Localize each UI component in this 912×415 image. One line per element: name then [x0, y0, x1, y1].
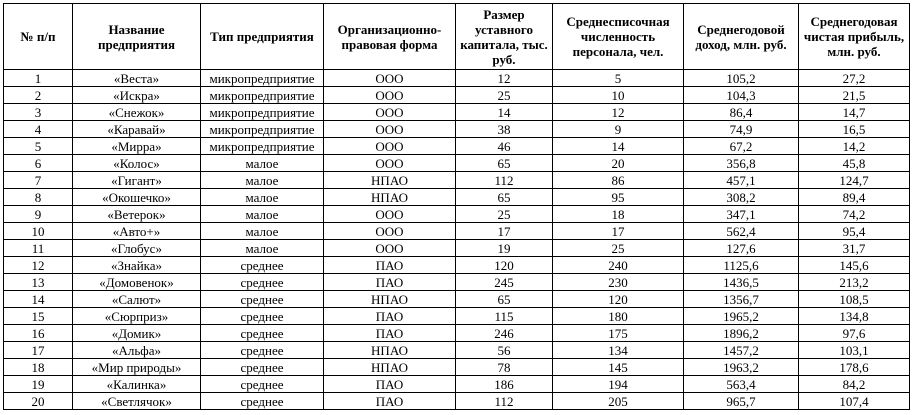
cell-profit: 27,2 — [799, 70, 910, 87]
cell-name: «Глобус» — [73, 240, 201, 257]
cell-income: 1896,2 — [684, 325, 799, 342]
cell-name: «Окошечко» — [73, 189, 201, 206]
cell-legal-form: ООО — [324, 240, 456, 257]
table-row — [4, 393, 910, 410]
cell-profit: 45,8 — [799, 155, 910, 172]
cell-income: 1963,2 — [684, 359, 799, 376]
cell-number: 16 — [4, 325, 73, 342]
cell-staff: 95 — [553, 189, 684, 206]
cell-type: среднее — [201, 393, 324, 410]
cell-staff: 25 — [553, 240, 684, 257]
column-header-type: Тип предприятия — [201, 4, 324, 70]
cell-profit: 14,7 — [799, 104, 910, 121]
cell-legal-form: ПАО — [324, 274, 456, 291]
cell-name: «Мирра» — [73, 138, 201, 155]
cell-type: малое — [201, 155, 324, 172]
cell-capital: 112 — [456, 393, 553, 410]
cell-income: 457,1 — [684, 172, 799, 189]
cell-income: 1356,7 — [684, 291, 799, 308]
table-body — [4, 70, 910, 410]
cell-capital: 115 — [456, 308, 553, 325]
cell-type: микропредприятие — [201, 104, 324, 121]
table-row — [4, 359, 910, 376]
cell-capital: 120 — [456, 257, 553, 274]
cell-capital: 65 — [456, 155, 553, 172]
cell-type: среднее — [201, 342, 324, 359]
cell-profit: 95,4 — [799, 223, 910, 240]
cell-capital: 112 — [456, 172, 553, 189]
cell-name: «Веста» — [73, 70, 201, 87]
cell-staff: 194 — [553, 376, 684, 393]
cell-legal-form: НПАО — [324, 189, 456, 206]
cell-type: микропредприятие — [201, 87, 324, 104]
cell-type: среднее — [201, 257, 324, 274]
cell-staff: 20 — [553, 155, 684, 172]
cell-profit: 124,7 — [799, 172, 910, 189]
cell-legal-form: НПАО — [324, 342, 456, 359]
table-row — [4, 189, 910, 206]
table-row — [4, 223, 910, 240]
cell-income: 86,4 — [684, 104, 799, 121]
cell-type: малое — [201, 189, 324, 206]
column-header-profit: Среднегодовая чистая прибыль, млн. руб. — [799, 4, 910, 70]
cell-staff: 145 — [553, 359, 684, 376]
cell-legal-form: ПАО — [324, 308, 456, 325]
cell-type: малое — [201, 206, 324, 223]
cell-number: 12 — [4, 257, 73, 274]
cell-capital: 65 — [456, 189, 553, 206]
cell-name: «Колос» — [73, 155, 201, 172]
cell-legal-form: ООО — [324, 70, 456, 87]
cell-staff: 10 — [553, 87, 684, 104]
table-row — [4, 104, 910, 121]
cell-name: «Искра» — [73, 87, 201, 104]
cell-legal-form: НПАО — [324, 291, 456, 308]
cell-income: 1125,6 — [684, 257, 799, 274]
cell-staff: 5 — [553, 70, 684, 87]
cell-number: 7 — [4, 172, 73, 189]
cell-legal-form: ПАО — [324, 257, 456, 274]
cell-name: «Снежок» — [73, 104, 201, 121]
cell-income: 347,1 — [684, 206, 799, 223]
table-header — [4, 4, 910, 70]
cell-income: 1436,5 — [684, 274, 799, 291]
table-row — [4, 274, 910, 291]
cell-profit: 84,2 — [799, 376, 910, 393]
cell-income: 1965,2 — [684, 308, 799, 325]
column-header-income: Среднегодовой доход, млн. руб. — [684, 4, 799, 70]
cell-profit: 103,1 — [799, 342, 910, 359]
cell-name: «Мир природы» — [73, 359, 201, 376]
cell-income: 1457,2 — [684, 342, 799, 359]
cell-capital: 246 — [456, 325, 553, 342]
cell-type: микропредприятие — [201, 138, 324, 155]
cell-staff: 17 — [553, 223, 684, 240]
table-row — [4, 291, 910, 308]
cell-profit: 107,4 — [799, 393, 910, 410]
cell-profit: 16,5 — [799, 121, 910, 138]
table-row — [4, 172, 910, 189]
column-header-number: № п/п — [4, 4, 73, 70]
cell-type: среднее — [201, 376, 324, 393]
enterprises-table — [3, 3, 910, 410]
cell-staff: 205 — [553, 393, 684, 410]
column-header-capital: Размер уставного капитала, тыс. руб. — [456, 4, 553, 70]
cell-name: «Калинка» — [73, 376, 201, 393]
column-header-name: Название предприятия — [73, 4, 201, 70]
cell-profit: 21,5 — [799, 87, 910, 104]
cell-name: «Альфа» — [73, 342, 201, 359]
cell-number: 18 — [4, 359, 73, 376]
cell-income: 105,2 — [684, 70, 799, 87]
cell-legal-form: ООО — [324, 138, 456, 155]
cell-staff: 12 — [553, 104, 684, 121]
cell-capital: 245 — [456, 274, 553, 291]
cell-name: «Гигант» — [73, 172, 201, 189]
cell-capital: 46 — [456, 138, 553, 155]
cell-number: 3 — [4, 104, 73, 121]
cell-capital: 12 — [456, 70, 553, 87]
table-row — [4, 70, 910, 87]
cell-type: среднее — [201, 325, 324, 342]
table-row — [4, 87, 910, 104]
cell-capital: 78 — [456, 359, 553, 376]
cell-profit: 74,2 — [799, 206, 910, 223]
cell-income: 965,7 — [684, 393, 799, 410]
cell-number: 6 — [4, 155, 73, 172]
cell-type: микропредприятие — [201, 121, 324, 138]
cell-profit: 89,4 — [799, 189, 910, 206]
cell-income: 562,4 — [684, 223, 799, 240]
cell-name: «Каравай» — [73, 121, 201, 138]
cell-income: 563,4 — [684, 376, 799, 393]
cell-staff: 230 — [553, 274, 684, 291]
cell-profit: 145,6 — [799, 257, 910, 274]
cell-income: 308,2 — [684, 189, 799, 206]
cell-number: 2 — [4, 87, 73, 104]
cell-capital: 14 — [456, 104, 553, 121]
cell-number: 15 — [4, 308, 73, 325]
cell-number: 10 — [4, 223, 73, 240]
cell-staff: 134 — [553, 342, 684, 359]
cell-number: 14 — [4, 291, 73, 308]
cell-income: 74,9 — [684, 121, 799, 138]
cell-number: 1 — [4, 70, 73, 87]
cell-name: «Авто+» — [73, 223, 201, 240]
cell-staff: 120 — [553, 291, 684, 308]
cell-number: 4 — [4, 121, 73, 138]
column-header-legal-form: Организационно-правовая форма — [324, 4, 456, 70]
cell-profit: 14,2 — [799, 138, 910, 155]
cell-capital: 19 — [456, 240, 553, 257]
cell-profit: 213,2 — [799, 274, 910, 291]
cell-type: среднее — [201, 308, 324, 325]
cell-profit: 134,8 — [799, 308, 910, 325]
cell-staff: 175 — [553, 325, 684, 342]
cell-income: 127,6 — [684, 240, 799, 257]
cell-profit: 178,6 — [799, 359, 910, 376]
cell-legal-form: ПАО — [324, 325, 456, 342]
cell-legal-form: ООО — [324, 155, 456, 172]
cell-capital: 17 — [456, 223, 553, 240]
cell-profit: 31,7 — [799, 240, 910, 257]
cell-type: среднее — [201, 359, 324, 376]
cell-type: малое — [201, 240, 324, 257]
cell-name: «Ветерок» — [73, 206, 201, 223]
cell-capital: 65 — [456, 291, 553, 308]
cell-staff: 18 — [553, 206, 684, 223]
cell-profit: 97,6 — [799, 325, 910, 342]
cell-type: микропредприятие — [201, 70, 324, 87]
column-header-staff: Среднесписочная численность персонала, чел. — [553, 4, 684, 70]
cell-name: «Салют» — [73, 291, 201, 308]
cell-staff: 14 — [553, 138, 684, 155]
table-row — [4, 376, 910, 393]
cell-number: 13 — [4, 274, 73, 291]
cell-staff: 180 — [553, 308, 684, 325]
cell-number: 8 — [4, 189, 73, 206]
cell-capital: 25 — [456, 206, 553, 223]
cell-capital: 56 — [456, 342, 553, 359]
cell-type: среднее — [201, 274, 324, 291]
table-row — [4, 342, 910, 359]
cell-staff: 240 — [553, 257, 684, 274]
cell-staff: 9 — [553, 121, 684, 138]
cell-legal-form: ООО — [324, 104, 456, 121]
table-row — [4, 257, 910, 274]
cell-name: «Светлячок» — [73, 393, 201, 410]
cell-income: 67,2 — [684, 138, 799, 155]
cell-legal-form: ООО — [324, 223, 456, 240]
table-row — [4, 206, 910, 223]
cell-number: 11 — [4, 240, 73, 257]
cell-name: «Сюрприз» — [73, 308, 201, 325]
cell-number: 5 — [4, 138, 73, 155]
cell-number: 17 — [4, 342, 73, 359]
cell-number: 20 — [4, 393, 73, 410]
cell-type: среднее — [201, 291, 324, 308]
cell-staff: 86 — [553, 172, 684, 189]
cell-income: 356,8 — [684, 155, 799, 172]
cell-capital: 38 — [456, 121, 553, 138]
table-row — [4, 240, 910, 257]
cell-legal-form: ООО — [324, 87, 456, 104]
table-row — [4, 325, 910, 342]
cell-name: «Домик» — [73, 325, 201, 342]
cell-name: «Знайка» — [73, 257, 201, 274]
cell-legal-form: НПАО — [324, 172, 456, 189]
table-row — [4, 138, 910, 155]
cell-capital: 25 — [456, 87, 553, 104]
table-row — [4, 155, 910, 172]
cell-type: малое — [201, 223, 324, 240]
cell-legal-form: ПАО — [324, 393, 456, 410]
cell-type: малое — [201, 172, 324, 189]
table-row — [4, 121, 910, 138]
cell-legal-form: ООО — [324, 121, 456, 138]
cell-profit: 108,5 — [799, 291, 910, 308]
cell-capital: 186 — [456, 376, 553, 393]
cell-legal-form: ООО — [324, 206, 456, 223]
cell-number: 9 — [4, 206, 73, 223]
cell-legal-form: ПАО — [324, 376, 456, 393]
header-row — [4, 4, 910, 70]
cell-number: 19 — [4, 376, 73, 393]
cell-income: 104,3 — [684, 87, 799, 104]
cell-name: «Домовенок» — [73, 274, 201, 291]
table-row — [4, 308, 910, 325]
cell-legal-form: НПАО — [324, 359, 456, 376]
